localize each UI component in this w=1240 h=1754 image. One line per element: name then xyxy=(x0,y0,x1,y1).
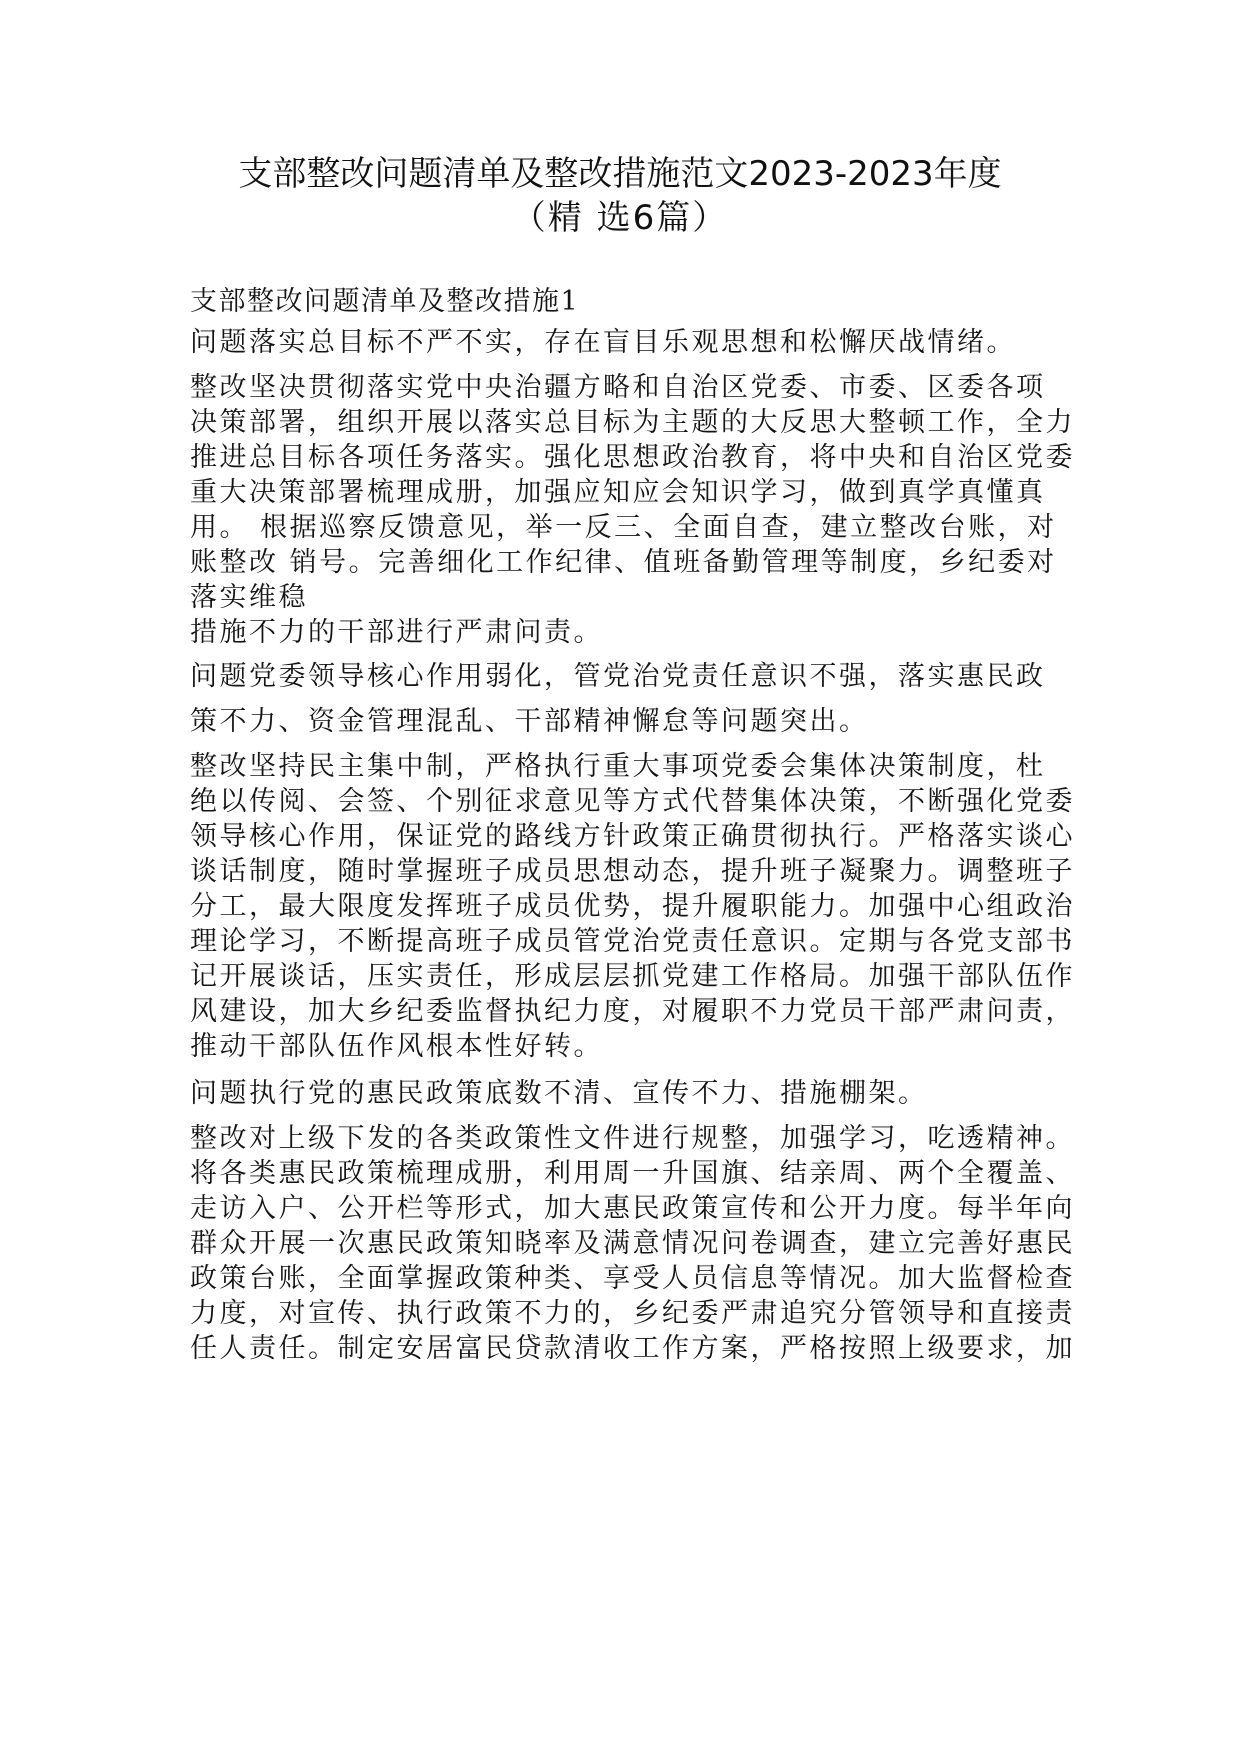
paragraph-line: 力度，对宣传、执行政策不力的，乡纪委严肃追究分管领导和直接责 xyxy=(190,1298,1075,1329)
paragraph-line: 决策部署，组织开展以落实总目标为主题的大反思大整顿工作，全力 xyxy=(190,407,1075,438)
paragraph-line: 记开展谈话，压实责任，形成层层抓党建工作格局。加强干部队伍作 xyxy=(190,961,1075,992)
paragraph-line: 谈话制度，随时掌握班子成员思想动态，提升班子凝聚力。调整班子 xyxy=(190,856,1075,887)
paragraph-line: 整改坚决贯彻落实党中央治疆方略和自治区党委、市委、区委各项 xyxy=(190,372,1046,403)
paragraph-line: 分工，最大限度发挥班子成员优势，提升履职能力。加强中心组政治 xyxy=(190,891,1075,922)
paragraph-line: 整改对上级下发的各类政策性文件进行规整，加强学习，吃透精神。 xyxy=(190,1123,1075,1154)
paragraph-line: 将各类惠民政策梳理成册，利用周一升国旗、结亲周、两个全覆盖、 xyxy=(190,1158,1075,1189)
paragraph-line: 问题落实总目标不严不实，存在盲目乐观思想和松懈厌战情绪。 xyxy=(190,327,1016,358)
paragraph-line: 理论学习，不断提高班子成员管党治党责任意识。定期与各党支部书 xyxy=(190,926,1075,957)
paragraph-line: 领导核心作用，保证党的路线方针政策正确贯彻执行。严格落实谈心 xyxy=(190,821,1075,852)
paragraph-line: 问题党委领导核心作用弱化，管党治党责任意识不强，落实惠民政 xyxy=(190,661,1046,692)
paragraph-line: 任人责任。制定安居富民贷款清收工作方案，严格按照上级要求，加 xyxy=(190,1333,1075,1364)
paragraph-line: 用。 根据巡察反馈意见，举一反三、全面自查，建立整改台账，对 xyxy=(190,512,1057,543)
paragraph-line: 绝以传阅、会签、个别征求意见等方式代替集体决策，不断强化党委 xyxy=(190,786,1075,817)
paragraph-line: 问题执行党的惠民政策底数不清、宣传不力、措施棚架。 xyxy=(190,1078,928,1109)
paragraph-line: 走访入户、公开栏等形式，加大惠民政策宣传和公开力度。每半年向 xyxy=(190,1193,1075,1224)
paragraph-line: 推进总目标各项任务落实。强化思想政治教育，将中央和自治区党委 xyxy=(190,442,1075,473)
document-title-line-1: 支部整改问题清单及整改措施范文2023-2023年度 xyxy=(238,154,1002,194)
document-title-line-2: （精 选6篇） xyxy=(511,198,729,238)
paragraph-line: 账整改 销号。完善细化工作纪律、值班备勤管理等制度，乡纪委对 xyxy=(190,547,1057,578)
paragraph-line: 落实维稳 xyxy=(190,582,308,613)
paragraph-line: 措施不力的干部进行严肃问责。 xyxy=(190,617,603,648)
paragraph-line: 群众开展一次惠民政策知晓率及满意情况问卷调查，建立完善好惠民 xyxy=(190,1228,1075,1259)
paragraph-line: 策不力、资金管理混乱、干部精神懈怠等问题突出。 xyxy=(190,706,869,737)
paragraph-line: 政策台账，全面掌握政策种类、享受人员信息等情况。加大监督检查 xyxy=(190,1263,1075,1294)
paragraph-line: 重大决策部署梳理成册，加强应知应会知识学习，做到真学真懂真 xyxy=(190,477,1046,508)
paragraph-line: 推动干部队伍作风根本性好转。 xyxy=(190,1031,603,1062)
section-heading: 支部整改问题清单及整改措施1 xyxy=(190,286,580,317)
paragraph-line: 风建设，加大乡纪委监督执纪力度，对履职不力党员干部严肃问责， xyxy=(190,996,1075,1027)
paragraph-line: 整改坚持民主集中制，严格执行重大事项党委会集体决策制度，杜 xyxy=(190,751,1046,782)
